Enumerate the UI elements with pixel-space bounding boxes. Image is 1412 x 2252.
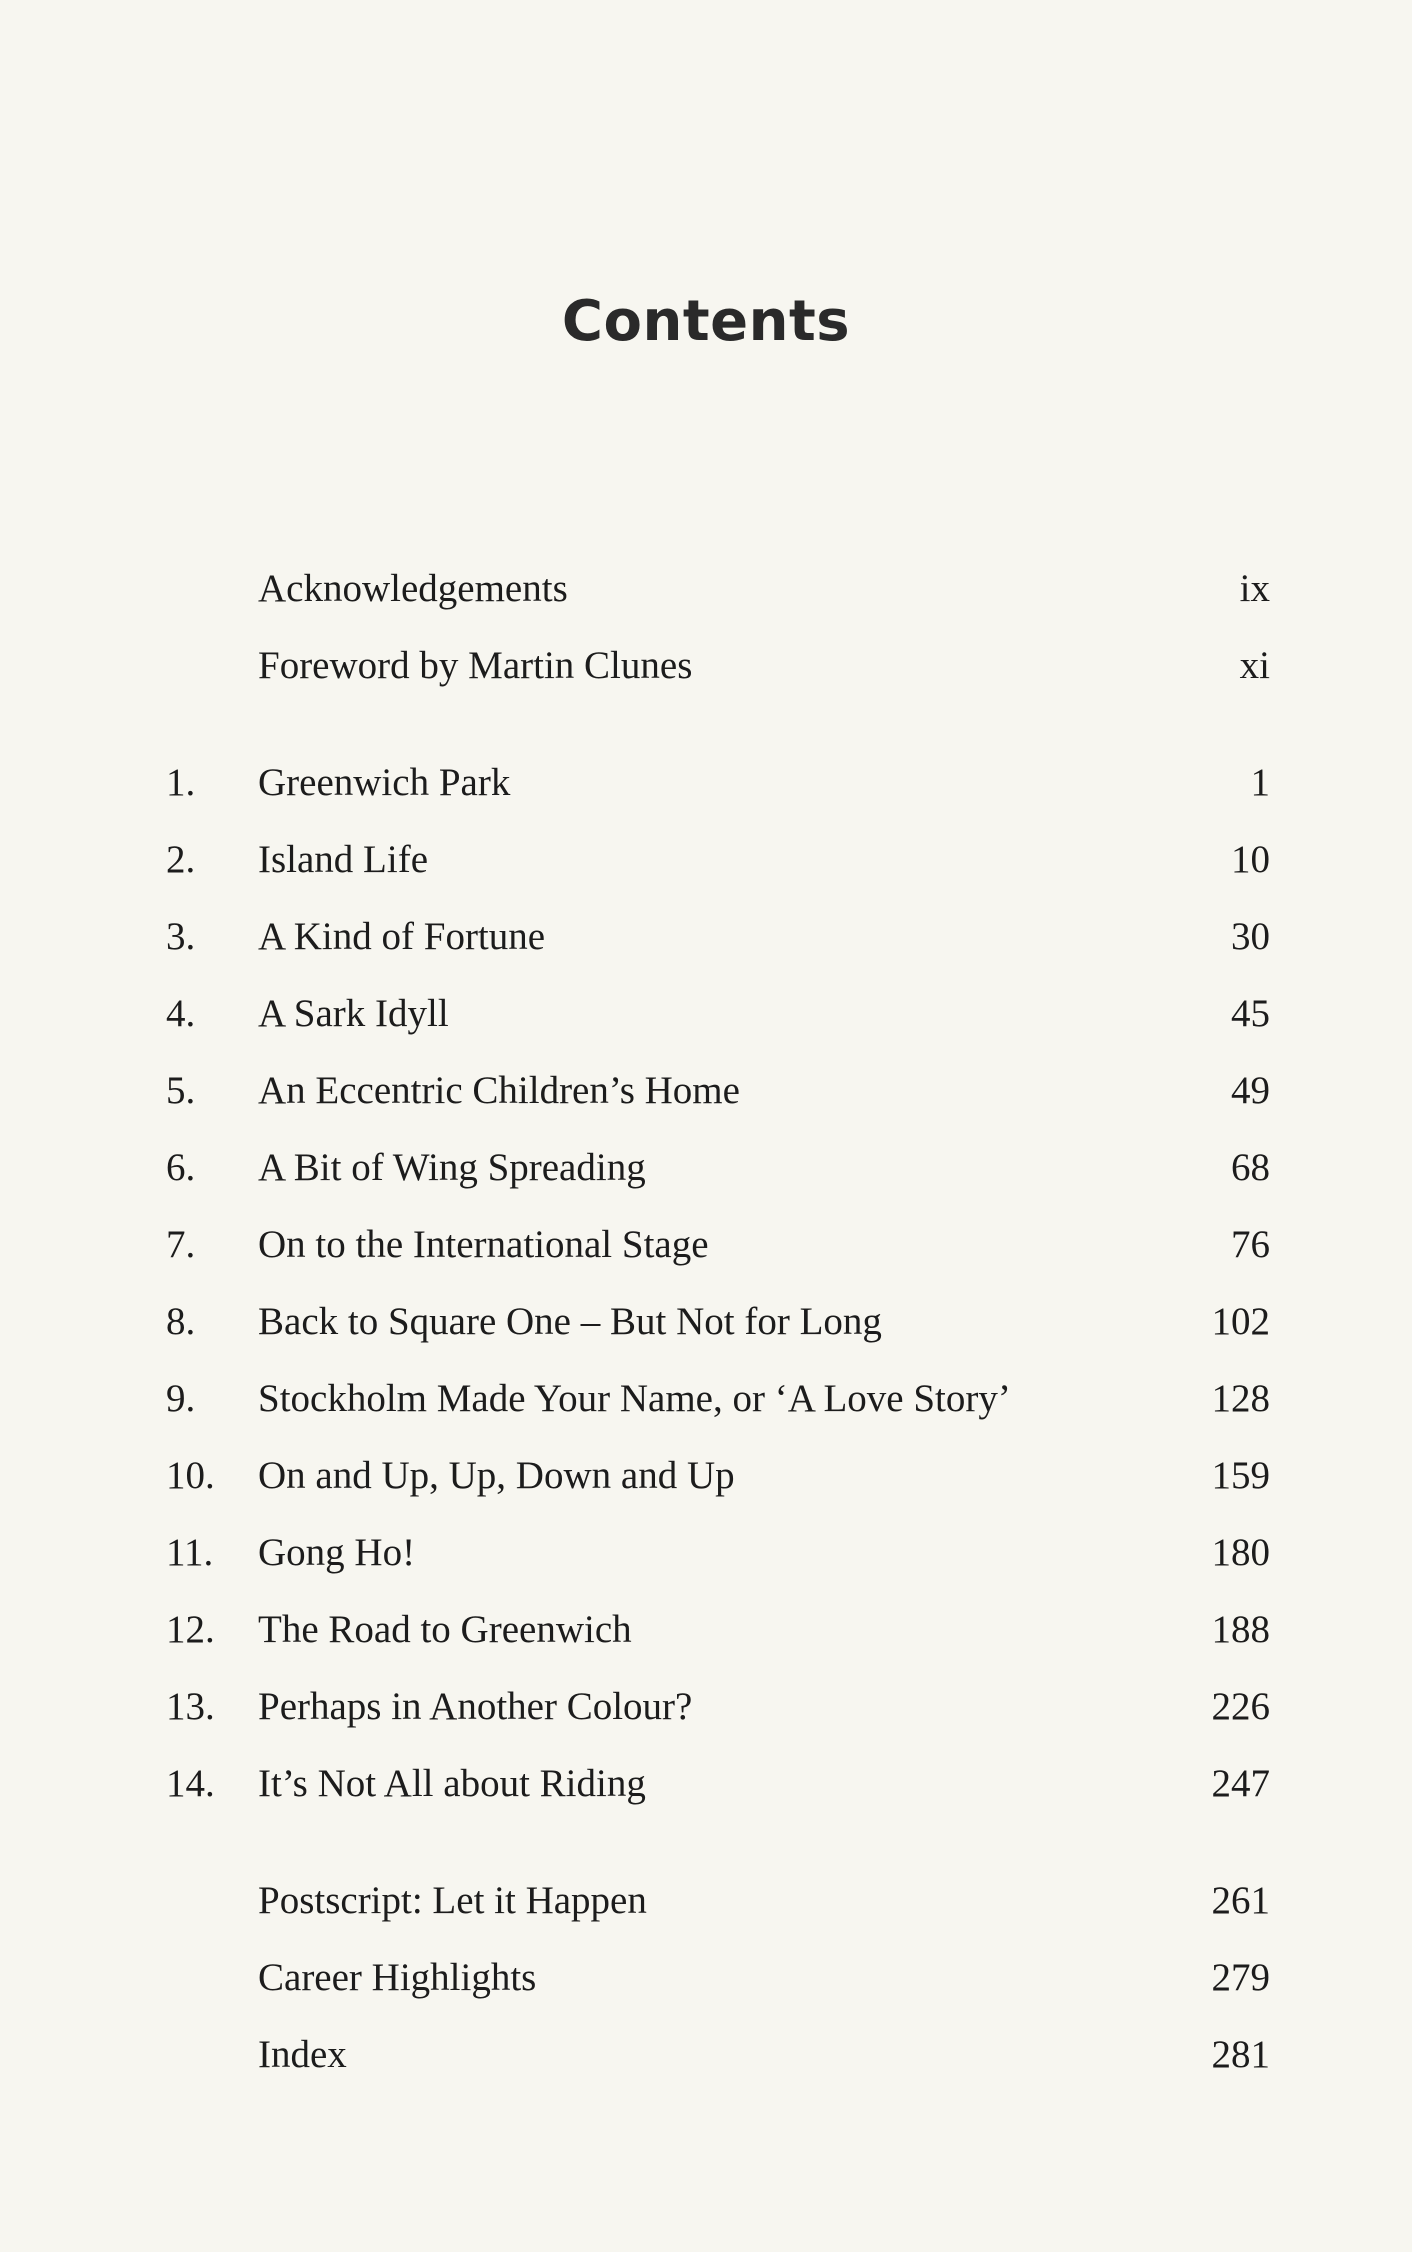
chapter-page: 102 [1211,1300,1270,1343]
chapter-number: 9. [166,1377,196,1420]
toc-chapter-12[interactable] [0,1600,1412,1660]
toc-chapter-11[interactable] [0,1523,1412,1583]
chapter-number: 8. [166,1300,196,1343]
toc-chapter-1[interactable] [0,753,1412,813]
toc-chapter-14[interactable] [0,1754,1412,1814]
chapter-number: 2. [166,838,196,881]
chapter-number: 3. [166,915,196,958]
chapter-title: A Sark Idyll [258,992,449,1035]
toc-chapter-13[interactable] [0,1677,1412,1737]
toc-entry-title: Foreword by Martin Clunes [258,644,693,687]
toc-entry-title: Career Highlights [258,1956,537,1999]
toc-chapter-5[interactable] [0,1061,1412,1121]
chapter-title: Greenwich Park [258,761,511,804]
chapter-number: 1. [166,761,196,804]
chapter-number: 14. [166,1762,215,1805]
toc-entry-title: Index [258,2033,347,2076]
chapter-page: 188 [1211,1608,1270,1651]
chapter-title: Island Life [258,838,429,881]
toc-entry-postscript[interactable] [0,1871,1412,1931]
chapter-title: On to the International Stage [258,1223,709,1266]
toc-entry-index[interactable] [0,2025,1412,2085]
toc-entry-page: 279 [1211,1956,1270,1999]
chapter-title: Perhaps in Another Colour? [258,1685,693,1728]
chapter-number: 4. [166,992,196,1035]
toc-chapter-2[interactable] [0,830,1412,890]
chapter-title: An Eccentric Children’s Home [258,1069,740,1112]
toc-chapter-8[interactable] [0,1292,1412,1352]
chapter-page: 226 [1211,1685,1270,1728]
chapter-number: 11. [166,1531,214,1574]
chapter-page: 247 [1211,1762,1270,1805]
toc-entry-page: 261 [1211,1879,1270,1922]
toc-entry-career-highlights[interactable] [0,1948,1412,2008]
chapter-page: 76 [1231,1223,1270,1266]
chapter-number: 7. [166,1223,196,1266]
chapter-number: 10. [166,1454,215,1497]
chapter-number: 5. [166,1069,196,1112]
toc-chapter-9[interactable] [0,1369,1412,1429]
toc-chapter-6[interactable] [0,1138,1412,1198]
toc-chapter-3[interactable] [0,907,1412,967]
chapter-title: On and Up, Up, Down and Up [258,1454,735,1497]
toc-chapter-7[interactable] [0,1215,1412,1275]
toc-chapter-10[interactable] [0,1446,1412,1506]
toc-entry-foreword[interactable] [0,636,1412,696]
toc-entry-title: Acknowledgements [258,567,568,610]
toc-chapter-4[interactable] [0,984,1412,1044]
chapter-title: Stockholm Made Your Name, or ‘A Love Story’ [258,1377,1011,1420]
chapter-page: 45 [1231,992,1270,1035]
toc-entry-page: 281 [1211,2033,1270,2076]
chapter-number: 6. [166,1146,196,1189]
toc-entry-title: Postscript: Let it Happen [258,1879,647,1922]
chapter-number: 12. [166,1608,215,1651]
page-title: Contents [561,289,851,354]
chapter-page: 49 [1231,1069,1270,1112]
toc-entry-page: xi [1239,644,1270,687]
chapter-page: 10 [1231,838,1270,881]
chapter-title: A Bit of Wing Spreading [258,1146,646,1189]
chapter-page: 180 [1211,1531,1270,1574]
toc-entry-acknowledgements[interactable] [0,559,1412,619]
chapter-title: It’s Not All about Riding [258,1762,646,1805]
chapter-page: 1 [1250,761,1270,804]
chapter-page: 30 [1231,915,1270,958]
chapter-title: Gong Ho! [258,1531,416,1574]
toc-entry-page: ix [1239,567,1270,610]
chapter-page: 159 [1211,1454,1270,1497]
chapter-page: 68 [1231,1146,1270,1189]
chapter-title: A Kind of Fortune [258,915,546,958]
chapter-number: 13. [166,1685,215,1728]
chapter-title: Back to Square One – But Not for Long [258,1300,882,1343]
chapter-title: The Road to Greenwich [258,1608,632,1651]
chapter-page: 128 [1211,1377,1270,1420]
